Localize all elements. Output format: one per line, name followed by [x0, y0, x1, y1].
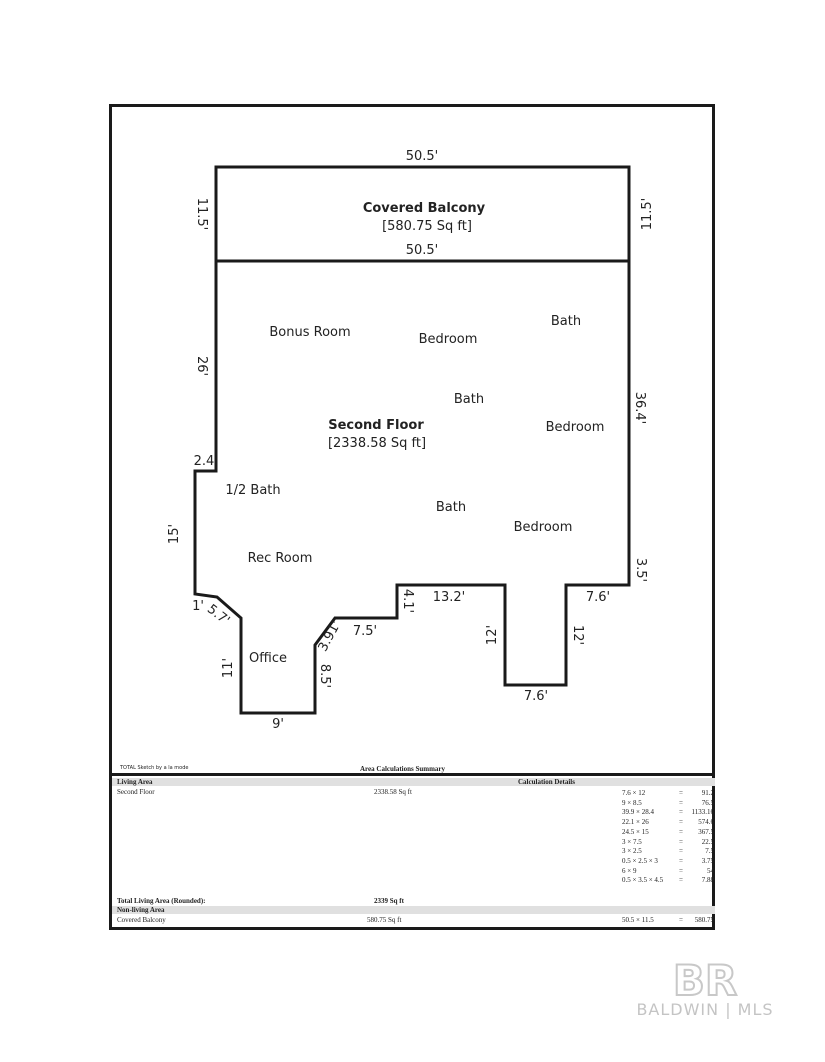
calc-expression: 6 × 9: [622, 866, 637, 875]
calc-value: 574.6: [698, 818, 714, 827]
calc-expression: 22.1 × 26: [622, 818, 649, 827]
nonliving-area-name: Covered Balcony: [117, 916, 166, 924]
calc-equals: =: [679, 837, 683, 846]
calc-equals: =: [679, 818, 683, 827]
dimension-label: 7.5': [352, 624, 378, 639]
dimension-label: 8.5': [317, 663, 332, 689]
calc-equals: =: [679, 798, 683, 807]
dimension-label: 13.2': [432, 590, 466, 605]
calc-expression: 39.9 × 28.4: [622, 808, 654, 817]
br-logo-icon: [630, 955, 780, 1000]
sketch-credit: TOTAL Sketch by a la mode: [120, 765, 189, 771]
room-label: Bath: [453, 392, 485, 407]
room-label: Bath: [550, 314, 582, 329]
dimension-label: 2.4: [193, 454, 215, 469]
nonliving-header-bar: [112, 906, 715, 914]
calc-expression: 7.6 × 12: [622, 789, 646, 797]
calc-equals: =: [679, 827, 683, 836]
calc-value: 7.88: [701, 876, 714, 885]
room-label: Office: [249, 651, 287, 666]
balcony-name: Covered Balcony: [362, 201, 486, 216]
dimension-label: 1': [192, 599, 204, 614]
dimension-label: 9': [272, 717, 284, 732]
dimension-label: 3.5': [633, 557, 648, 583]
room-label: 1/2 Bath: [225, 483, 281, 498]
room-label: Bath: [435, 500, 467, 515]
second-floor-size: [2338.58 Sq ft]: [327, 436, 427, 451]
calc-value: 1133.16: [691, 808, 714, 817]
calc-equals: =: [679, 866, 683, 875]
logo-brand-text: BALDWIN | MLS: [636, 1000, 774, 1019]
dimension-label: 11.5': [194, 197, 209, 231]
room-label: Bedroom: [545, 420, 605, 435]
dimension-label: 36.4': [632, 391, 647, 425]
calc-equals: =: [679, 847, 683, 856]
nonliving-calc-eq: =: [679, 916, 683, 924]
dimension-label: 3.91': [315, 618, 345, 655]
calc-value: 7.5: [705, 847, 714, 856]
calc-equals: =: [679, 808, 683, 817]
dimension-label: 15': [167, 523, 182, 545]
dimension-label: 11': [221, 657, 236, 679]
calc-equals: =: [679, 876, 683, 885]
living-area-header: Living Area: [117, 778, 153, 786]
room-label: Bedroom: [418, 332, 478, 347]
living-area-name: Second Floor: [117, 788, 155, 796]
calc-expression: 0.5 × 2.5 × 3: [622, 856, 658, 865]
logo-letters: BR: [672, 956, 738, 1000]
dimension-label: 26': [194, 355, 209, 377]
total-living-label: Total Living Area (Rounded):: [117, 897, 206, 905]
dimension-label: 7.6': [585, 590, 611, 605]
total-living-value: 2339 Sq ft: [374, 897, 404, 905]
dimension-label: 12': [570, 624, 585, 646]
calc-expression: 3 × 2.5: [622, 847, 642, 856]
calc-value: 76.5: [701, 798, 714, 807]
nonliving-calc-expr: 50.5 × 11.5: [622, 916, 654, 924]
dimension-label: 12': [485, 624, 500, 646]
calc-value: 367.5: [698, 827, 714, 836]
living-area-value: 2338.58 Sq ft: [374, 788, 412, 796]
second-floor-name: Second Floor: [328, 418, 424, 433]
calc-expression: 24.5 × 15: [622, 827, 649, 836]
room-label: Bonus Room: [269, 325, 351, 340]
calc-equals: =: [679, 856, 683, 865]
calculation-details-header: Calculation Details: [518, 778, 575, 786]
dimension-label: 50.5': [405, 243, 439, 258]
calc-equals: =: [679, 789, 683, 797]
dimension-label: 11.5': [640, 197, 655, 231]
living-header-bar: [112, 778, 715, 786]
calc-value: 22.5: [701, 837, 714, 846]
balcony-size: [580.75 Sq ft]: [382, 219, 472, 234]
calc-expression: 0.5 × 3.5 × 4.5: [622, 876, 664, 885]
room-label: Rec Room: [247, 551, 313, 566]
baldwin-mls-watermark: [630, 955, 780, 1025]
nonliving-calc-value: 580.75: [694, 916, 714, 924]
summary-divider: [112, 773, 715, 776]
room-label: Bedroom: [513, 520, 573, 535]
dimension-label: 50.5': [405, 149, 439, 164]
dimension-label: 7.6': [523, 689, 549, 704]
calc-value: 91.2: [701, 789, 714, 797]
calc-expression: 3 × 7.5: [622, 837, 642, 846]
calc-expression: 9 × 8.5: [622, 798, 642, 807]
nonliving-area-value: 580.75 Sq ft: [367, 916, 402, 924]
dimension-label: 4.1': [400, 588, 415, 614]
dimension-label: 5.7': [203, 601, 233, 629]
calc-value: 3.75: [701, 856, 714, 865]
nonliving-area-header: Non-living Area: [117, 906, 165, 914]
summary-title: Area Calculations Summary: [360, 765, 446, 773]
calc-value: 54: [707, 866, 714, 875]
